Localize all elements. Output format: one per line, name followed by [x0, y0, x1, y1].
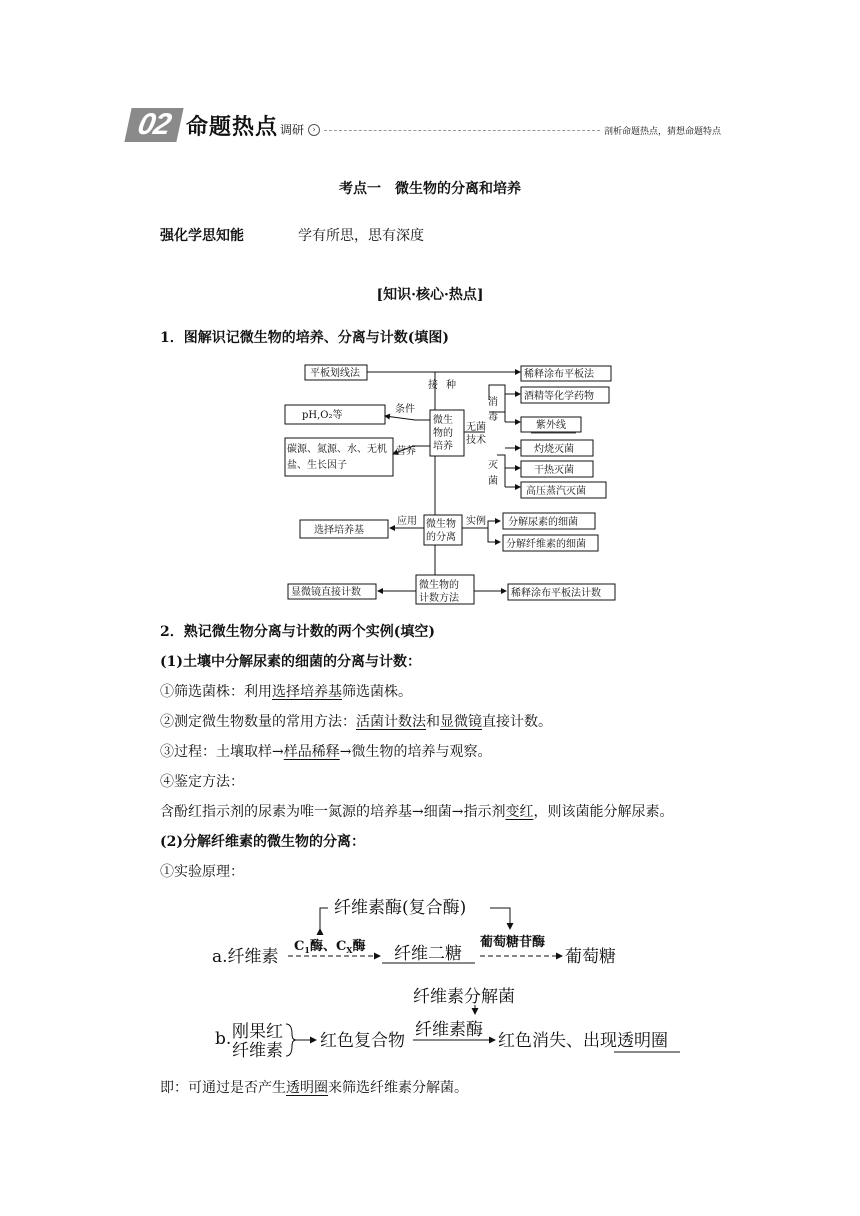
banner-subtitle: 调研: [280, 123, 305, 137]
ph-label: pH,O₂等: [302, 410, 343, 421]
enzyme-complex: 纤维素酶(复合酶): [334, 898, 467, 918]
microscope-label: 显微镜直接计数: [291, 587, 361, 598]
inoculate-b: 种: [446, 380, 456, 391]
banner-right-text: 剖析命题热点，猜想命题特点: [604, 127, 722, 137]
enzyme-left-bracket: [320, 908, 328, 929]
blank-5: 变红: [505, 804, 534, 820]
alcohol-label: 酒精等化学药物: [524, 391, 594, 402]
sub2-title: (2)分解纤维素的微生物的分离：: [160, 834, 365, 850]
nutrition-label: 营养: [396, 446, 416, 457]
center-l1: 微生: [433, 415, 453, 426]
paragraph-3: ③过程：土壤取样→样品稀释→微生物的培养与观察。: [160, 744, 492, 760]
section-number-badge: 02: [124, 108, 183, 142]
item2-title: 2．熟记微生物分离与计数的两个实例(填空): [160, 624, 435, 640]
congo-red: 刚果红: [232, 1022, 283, 1042]
section-label: 强化学思知能: [160, 228, 244, 244]
aseptic-l2: 技术: [466, 435, 486, 446]
arrow-circle-icon: ›: [308, 124, 320, 136]
sterilize-b: 菌: [488, 476, 498, 487]
paragraph-5: 含酚红指示剂的尿素为唯一氮源的培养基→细菌→指示剂变红，则该菌能分解尿素。: [160, 804, 674, 820]
cellulose-bact-label: 分解纤维素的细菌: [506, 539, 586, 550]
red-complex: 红色复合物: [320, 1031, 405, 1051]
decomposer: 纤维素分解菌: [413, 987, 515, 1007]
separation-l2: 的分离: [426, 532, 456, 543]
blank-1: 选择培养基: [272, 684, 342, 700]
paragraph-1: ①筛选菌株：利用选择培养基筛选菌株。: [160, 684, 412, 700]
sub1-title: (1)土壤中分解尿素的细菌的分离与计数：: [160, 654, 421, 670]
blank-3: 显微镜: [440, 714, 482, 730]
inoculate-a: 接: [428, 380, 438, 391]
sterilize-a: 灭: [488, 460, 498, 471]
banner-title: 命题热点: [186, 115, 279, 140]
enzyme-right-bracket: [490, 908, 510, 929]
cellulose-diagram: [210, 892, 668, 1064]
cellulose-b: 纤维素: [232, 1041, 283, 1061]
paragraph-6: ①实验原理：: [160, 864, 244, 880]
nutrients-l2: 盐、生长因子: [287, 460, 347, 471]
condition-label: 条件: [395, 404, 415, 415]
blank-2: 活菌计数法: [356, 714, 426, 730]
blank-6: 透明圈: [286, 1080, 328, 1096]
glucosidase: 葡萄糖苷酶: [480, 935, 546, 950]
urea-label: 分解尿素的细菌: [508, 517, 578, 528]
section-motto: 学有所思，思有深度: [298, 228, 424, 244]
a-prefix: a.纤维素: [212, 947, 279, 967]
paragraph-4: ④鉴定方法：: [160, 774, 244, 790]
condition-arrow: [385, 416, 430, 420]
count-l1: 微生物的: [419, 580, 459, 591]
conclusion: 即：可通过是否产生透明圈来筛选纤维素分解菌。: [160, 1080, 468, 1096]
clear-zone: 透明圈: [617, 1031, 668, 1051]
brace: [286, 1024, 296, 1056]
spread-label: 稀释涂布平板法: [524, 369, 594, 380]
knowledge-title: [知识·核心·热点]: [376, 287, 484, 303]
streak-label: 平板划线法: [310, 368, 360, 379]
paragraph-2: ②测定微生物数量的常用方法：活菌计数法和显微镜直接计数。: [160, 714, 552, 730]
count-l2: 计数方法: [419, 593, 459, 604]
banner-divider: [324, 130, 600, 131]
separation-l1: 微生物: [426, 519, 456, 530]
burn-label: 灼烧灭菌: [534, 444, 574, 455]
cellulase: 纤维素酶: [415, 1020, 483, 1040]
aseptic-l1: 无菌: [466, 422, 486, 433]
glucose: 葡萄糖: [565, 947, 616, 967]
culture-diagram: [280, 360, 620, 610]
b-prefix: b.: [215, 1029, 232, 1049]
blank-4: 样品稀释: [283, 744, 340, 760]
center-l2: 物的: [433, 428, 453, 439]
page-heading: 考点一 微生物的分离和培养: [339, 181, 521, 197]
autoclave-label: 高压蒸汽灭菌: [526, 486, 586, 497]
selective-label: 选择培养基: [314, 525, 364, 536]
disinfect-a: 消: [488, 397, 498, 408]
nutrients-l1: 碳源、氮源、水、无机: [287, 444, 387, 455]
center-l3: 培养: [433, 441, 453, 452]
cellobiose: 纤维二糖: [394, 944, 462, 964]
uv-label: 紫外线: [536, 420, 566, 431]
example-label: 实例: [466, 516, 486, 527]
result: 红色消失、出现: [498, 1031, 617, 1051]
item1-title: 1．图解识记微生物的培养、分离与计数(填图): [160, 330, 449, 346]
svg-text:C1酶、CX酶: $C_1$酶、$C_X$酶: [294, 939, 366, 955]
spread-count-label: 稀释涂布平板法计数: [511, 588, 601, 599]
application-label: 应用: [397, 516, 417, 527]
dry-label: 干热灭菌: [534, 465, 574, 476]
disinfect-b: 毒: [488, 412, 498, 423]
sterilize-bracket: [497, 455, 505, 487]
